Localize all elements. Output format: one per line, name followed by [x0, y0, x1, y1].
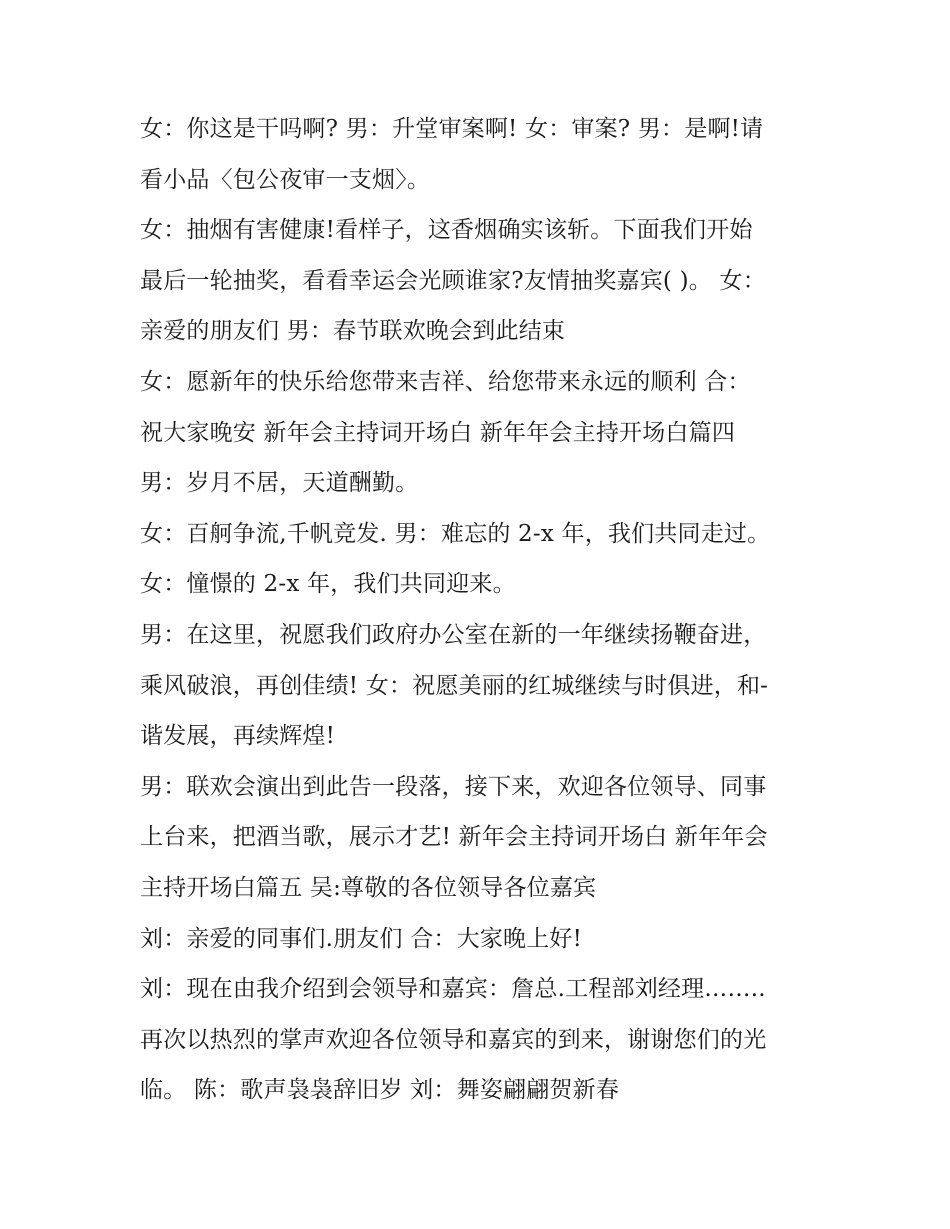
- text-line: 再次以热烈的掌声欢迎各位领导和嘉宾的到来，谢谢您们的光: [140, 1026, 767, 1053]
- text-line: 男：岁月不居，天道酬勤。: [140, 470, 419, 497]
- text-line: 最后一轮抽奖，看看幸运会光顾谁家?友情抽奖嘉宾( )。 女：: [140, 267, 766, 294]
- text-line: 女：愿新年的快乐给您带来吉祥、给您带来永远的顺利 合：: [140, 368, 751, 395]
- text-line: 女：憧憬的 2-x 年，我们共同迎来。: [140, 571, 516, 598]
- text-line: 男：在这里，祝愿我们政府办公室在新的一年继续扬鞭奋进，: [140, 621, 767, 648]
- text-line: 亲爱的朋友们 男：春节联欢晚会到此结束: [140, 318, 566, 345]
- text-line: 女：百舸争流,千帆竞发. 男：难忘的 2-x 年，我们共同走过。: [140, 520, 771, 547]
- text-line: 主持开场白篇五 吴:尊敬的各位领导各位嘉宾: [140, 874, 597, 901]
- text-line: 女：你这是干吗啊? 男：升堂审案啊! 女：审案? 男：是啊!请: [140, 116, 764, 142]
- text-line: 祝大家晚安 新年会主持词开场白 新年年会主持开场白篇四: [140, 419, 736, 446]
- text-line: 刘：亲爱的同事们.朋友们 合：大家晚上好!: [140, 925, 583, 952]
- text-line: 女：抽烟有害健康!看样子，这香烟确实该斩。下面我们开始: [140, 217, 753, 244]
- text-line: 男：联欢会演出到此告一段落，接下来，欢迎各位领导、同事: [140, 773, 767, 800]
- text-line: 看小品〈包公夜审一支烟〉。: [140, 166, 431, 193]
- text-line: 谐发展，再续辉煌!: [140, 723, 336, 750]
- text-line: 刘：现在由我介绍到会领导和嘉宾：詹总.工程部刘经理……..: [140, 976, 766, 1003]
- text-line: 临。 陈：歌声袅袅辞旧岁 刘：舞姿翩翩贺新春: [140, 1077, 620, 1104]
- document-body: [140, 104, 820, 1116]
- text-line: 上台来，把酒当歌，展示才艺! 新年会主持词开场白 新年年会: [140, 824, 768, 851]
- text-line: 乘风破浪，再创佳绩! 女：祝愿美丽的红城继续与时俱进，和-: [140, 672, 769, 699]
